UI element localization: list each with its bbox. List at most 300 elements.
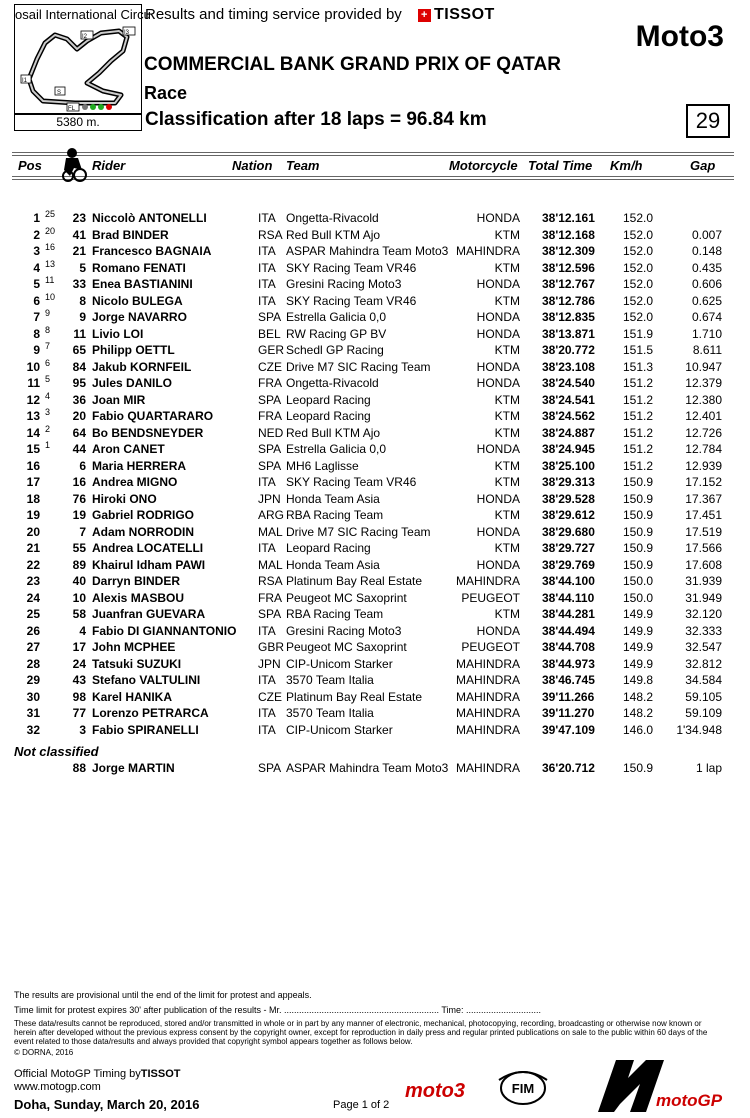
rider-name: Juanfran GUEVARA [92, 607, 206, 621]
nation: CZE [258, 689, 282, 704]
col-rider: Rider [92, 158, 126, 173]
total-time: 38'46.745 [542, 673, 595, 687]
grid-position: 6 [45, 357, 51, 368]
gap: 12.784 [685, 442, 722, 456]
team: MH6 Laglisse [286, 458, 359, 473]
nation: JPN [258, 491, 281, 506]
team: Leopard Racing [286, 392, 371, 407]
nation: JPN [258, 656, 281, 671]
nation: ITA [258, 673, 276, 687]
nation: SPA [258, 310, 282, 324]
table-row [0, 390, 750, 409]
total-time: 38'24.541 [542, 392, 595, 407]
nation: SPA [258, 607, 282, 621]
motorcycle: PEUGEOT [461, 640, 520, 654]
position: 2 [33, 227, 40, 242]
speed: 150.9 [623, 475, 654, 489]
gap: 1'34.948 [676, 722, 722, 737]
nation: ITA [258, 260, 276, 275]
gap: 17.608 [685, 557, 722, 572]
rider-number: 95 [72, 376, 86, 390]
position: 8 [33, 326, 40, 341]
rider-name: Joan MIR [92, 392, 146, 407]
nation: ITA [258, 623, 276, 638]
total-time: 38'44.110 [542, 590, 595, 605]
provided-by-text: Results and timing service provided by [145, 6, 402, 23]
gap: 12.380 [685, 392, 722, 407]
motorcycle: KTM [494, 541, 520, 555]
speed: 152.0 [623, 211, 654, 225]
gap: 12.939 [685, 458, 722, 473]
position: 14 [26, 425, 40, 440]
motorcycle: KTM [494, 458, 520, 473]
rider-number: 21 [72, 244, 86, 258]
nation: MAL [258, 557, 283, 572]
moto3-logo: moto3 [405, 1080, 465, 1102]
speed: 151.3 [623, 359, 654, 374]
tissot-cross-icon: + [418, 9, 431, 22]
speed: 150.9 [623, 508, 654, 522]
rider-number: 55 [72, 541, 86, 555]
session-title: Race [144, 83, 188, 103]
speed: 152.0 [623, 293, 654, 308]
grid-position: 8 [45, 324, 51, 335]
col-pos: Pos [18, 158, 42, 173]
total-time: 38'12.161 [542, 211, 595, 225]
motorcycle: KTM [494, 508, 520, 522]
speed: 150.9 [623, 524, 654, 539]
rider-number: 77 [72, 706, 86, 720]
table-row [0, 442, 750, 458]
gap: 34.584 [685, 673, 722, 687]
fim-logo-text: FIM [511, 1081, 535, 1096]
team: Gresini Racing Moto3 [286, 623, 402, 638]
table-row [0, 244, 750, 260]
team: RBA Racing Team [286, 607, 384, 621]
position: 13 [26, 409, 40, 423]
speed: 151.2 [623, 376, 654, 390]
gap: 0.148 [691, 244, 722, 258]
rider-icon [60, 146, 90, 182]
motogp-logo [590, 1054, 723, 1114]
table-row [0, 291, 750, 310]
position: 21 [26, 541, 40, 555]
position: 6 [33, 293, 40, 308]
total-time: 38'24.562 [542, 409, 595, 423]
total-time: 38'29.769 [542, 557, 595, 572]
website: www.motogp.com [14, 1081, 101, 1093]
grid-position: 11 [45, 275, 55, 285]
speed: 151.9 [623, 326, 654, 341]
position: 7 [33, 310, 40, 324]
total-time: 39'47.109 [542, 722, 595, 737]
svg-text:I3: I3 [124, 30, 130, 36]
position: 23 [26, 574, 40, 588]
rider-name: Fabio QUARTARARO [92, 409, 214, 423]
col-nation: Nation [232, 158, 273, 173]
rider-number: 11 [73, 326, 86, 341]
header-rule-top [12, 152, 734, 153]
rider-name: Gabriel RODRIGO [92, 508, 195, 522]
grid-position: 9 [45, 308, 51, 318]
total-time: 38'13.871 [542, 326, 595, 341]
total-time: 38'23.108 [542, 359, 595, 374]
position: 19 [26, 508, 40, 522]
rider-name: Khairul Idham PAWI [92, 557, 206, 572]
nation: MAL [258, 524, 283, 539]
team: Honda Team Asia [286, 557, 380, 572]
rider-number: 36 [72, 392, 86, 407]
rider-name: Andrea LOCATELLI [92, 541, 204, 555]
rider-number: 84 [72, 359, 86, 374]
total-time: 38'44.973 [542, 656, 595, 671]
gap: 12.379 [685, 376, 722, 390]
nation: GBR [258, 640, 285, 654]
speed: 152.0 [623, 310, 654, 324]
nation: NED [258, 425, 284, 440]
rider-number: 7 [79, 524, 86, 539]
nation: SPA [258, 761, 282, 775]
position: 5 [33, 277, 40, 291]
rider-number: 41 [72, 227, 86, 242]
table-row [0, 211, 750, 227]
rider-number: 43 [72, 673, 86, 687]
total-time: 38'12.835 [542, 310, 595, 324]
table-row [0, 525, 750, 541]
speed: 150.9 [623, 761, 654, 775]
rider-name: Andrea MIGNO [92, 475, 178, 489]
table-row [0, 343, 750, 359]
nation: SPA [258, 458, 282, 473]
speed: 151.2 [623, 442, 654, 456]
gap: 0.007 [691, 227, 722, 242]
gap: 59.109 [685, 706, 722, 720]
gap: 17.566 [685, 541, 722, 555]
gap: 0.625 [691, 293, 722, 308]
team: Platinum Bay Real Estate [286, 574, 423, 588]
total-time: 38'44.281 [542, 607, 595, 621]
table-row [0, 624, 750, 640]
position: 32 [26, 722, 40, 737]
position: 18 [26, 491, 40, 506]
nation: GER [258, 343, 285, 357]
team: Red Bull KTM Ajo [286, 425, 381, 440]
rider-name: Romano FENATI [92, 260, 186, 275]
rider-name: Philipp OETTL [92, 343, 175, 357]
speed: 151.2 [623, 392, 654, 407]
grid-position: 20 [45, 225, 56, 236]
table-row [0, 310, 750, 326]
gap: 17.519 [685, 524, 722, 539]
table-row [0, 258, 750, 277]
grid-position: 13 [45, 258, 56, 269]
total-time: 38'24.540 [542, 376, 595, 390]
rider-number: 5 [79, 260, 86, 275]
table-row [0, 277, 750, 293]
rider-name: Livio LOI [92, 326, 144, 341]
table-row [0, 723, 750, 739]
nation: ITA [258, 244, 276, 258]
table-row [0, 761, 750, 777]
total-time: 38'44.708 [542, 640, 595, 654]
rider-number: 6 [79, 458, 86, 473]
event-date: Doha, Sunday, March 20, 2016 [14, 1097, 200, 1112]
motorcycle: HONDA [476, 376, 520, 390]
total-time: 39'11.266 [542, 689, 595, 704]
team: Ongetta-Rivacold [286, 211, 379, 225]
nation: ITA [258, 475, 276, 489]
rider-number: 17 [72, 640, 86, 654]
team: SKY Racing Team VR46 [286, 260, 417, 275]
total-time: 38'44.494 [542, 623, 595, 638]
speed: 148.2 [623, 706, 654, 720]
total-time: 38'12.786 [542, 293, 595, 308]
tissot-logo [418, 6, 495, 24]
legal-note: These data/results cannot be reproduced, stored and/or transmitted in whole or in part by any manner of electronic, mechanical, photocopying, recording, broadcasting or otherwise now known or herein after developed without the previous express consent by the copyright owner, except for reproduction in daily press and regular printed publications on sale to the public within 60 days of the event related to those data/results and always provided that copyright symbol appears together as follows below. [14, 1019, 708, 1046]
nation: FRA [258, 376, 282, 390]
gap: 17.367 [685, 491, 722, 506]
not-classified-label: Not classified [14, 744, 99, 759]
grid-position: 2 [45, 423, 51, 434]
tissot-logo-text: TISSOT [434, 6, 495, 23]
speed: 150.9 [623, 491, 654, 506]
gap: 17.152 [685, 475, 722, 489]
nation: ARG [258, 508, 285, 522]
nation: RSA [258, 574, 283, 588]
rider-name: Brad BINDER [92, 227, 169, 242]
header-rule-bottom-2 [12, 179, 734, 180]
team: Leopard Racing [286, 541, 371, 555]
team: 3570 Team Italia [286, 673, 374, 687]
motorcycle: HONDA [476, 557, 520, 572]
speed: 149.9 [623, 640, 654, 654]
track-name: osail International Circu [15, 7, 151, 22]
position: 1 [33, 211, 40, 225]
team: RBA Racing Team [286, 508, 384, 522]
speed: 150.9 [623, 557, 654, 572]
table-row [0, 673, 750, 689]
position: 12 [26, 392, 40, 407]
team: Ongetta-Rivacold [286, 376, 379, 390]
rider-name: Stefano VALTULINI [92, 673, 201, 687]
col-total-time: Total Time [528, 158, 593, 173]
motorcycle: KTM [494, 392, 520, 407]
motorcycle: MAHINDRA [455, 244, 520, 258]
rider-number: 19 [72, 508, 86, 522]
col-motorcycle: Motorcycle [449, 158, 518, 173]
nation: ITA [258, 211, 276, 225]
gap: 17.451 [685, 508, 722, 522]
speed: 149.9 [623, 656, 654, 671]
nation: FRA [258, 590, 282, 605]
page-number: Page 1 of 2 [333, 1099, 390, 1111]
table-row [0, 558, 750, 574]
table-row [0, 376, 750, 392]
position: 25 [26, 607, 40, 621]
position: 3 [33, 244, 40, 258]
laps-count-box: 29 [686, 104, 730, 138]
table-row [0, 574, 750, 590]
official-timing-text: Official MotoGP Timing by [14, 1068, 141, 1080]
official-timing-sponsor: TISSOT [140, 1068, 181, 1080]
nation: ITA [258, 277, 276, 291]
motorcycle: HONDA [476, 326, 520, 341]
table-row [0, 409, 750, 425]
motorcycle: HONDA [476, 623, 520, 638]
motorcycle: HONDA [476, 359, 520, 374]
total-time: 38'12.168 [542, 227, 595, 242]
motorcycle: MAHINDRA [455, 689, 520, 704]
gap: 32.812 [685, 656, 722, 671]
svg-text:FL: FL [68, 106, 76, 112]
rider-name: Jules DANILO [92, 376, 173, 390]
total-time: 38'12.767 [542, 277, 595, 291]
gap: 0.606 [691, 277, 722, 291]
rider-number: 4 [79, 623, 86, 638]
team: Peugeot MC Saxoprint [286, 590, 407, 605]
motorcycle: MAHINDRA [455, 722, 520, 737]
gap: 12.401 [685, 409, 722, 423]
nation: BEL [258, 326, 281, 341]
grid-position: 7 [45, 341, 51, 351]
rider-name: Fabio DI GIANNANTONIO [92, 623, 237, 638]
speed: 152.0 [623, 227, 654, 242]
rider-number: 40 [72, 574, 86, 588]
team: SKY Racing Team VR46 [286, 293, 417, 308]
motorcycle: HONDA [476, 277, 520, 291]
grid-position: 3 [45, 407, 51, 417]
nation: RSA [258, 227, 283, 242]
total-time: 38'29.727 [542, 541, 595, 555]
rider-name: Enea BASTIANINI [92, 277, 193, 291]
rider-name: Maria HERRERA [92, 458, 187, 473]
total-time: 38'12.309 [542, 244, 595, 258]
gap: 1 lap [695, 761, 722, 775]
rider-number: 20 [72, 409, 86, 423]
position: 29 [26, 673, 40, 687]
rider-name: Lorenzo PETRARCA [92, 706, 209, 720]
grid-position: 4 [45, 390, 51, 401]
motogp-logo-text: motoGP [656, 1091, 723, 1110]
table-row [0, 591, 750, 607]
team: Peugeot MC Saxoprint [286, 640, 407, 654]
team: SKY Racing Team VR46 [286, 475, 417, 489]
event-title: COMMERCIAL BANK GRAND PRIX OF QATAR [144, 54, 561, 75]
speed: 151.2 [623, 425, 654, 440]
position: 9 [33, 343, 40, 357]
nation: ITA [258, 722, 276, 737]
motorcycle: PEUGEOT [461, 590, 520, 605]
position: 31 [26, 706, 40, 720]
gap: 12.726 [685, 425, 722, 440]
team: Red Bull KTM Ajo [286, 227, 381, 242]
svg-text:I1: I1 [22, 78, 28, 84]
grid-position: 1 [45, 440, 51, 450]
rider-number: 23 [72, 211, 86, 225]
motorcycle: KTM [494, 409, 520, 423]
gap: 0.674 [691, 310, 722, 324]
nation: SPA [258, 392, 282, 407]
table-row [0, 640, 750, 656]
speed: 149.9 [623, 623, 654, 638]
team: RW Racing GP BV [286, 326, 387, 341]
speed: 150.0 [623, 590, 654, 605]
rider-name: Darryn BINDER [92, 574, 181, 588]
official-timing [14, 1068, 181, 1080]
total-time: 38'29.680 [542, 524, 595, 539]
gap: 32.547 [685, 640, 722, 654]
position: 16 [26, 458, 40, 473]
position: 30 [26, 689, 40, 704]
total-time: 38'25.100 [542, 458, 595, 473]
speed: 149.9 [623, 607, 654, 621]
motorcycle: HONDA [476, 524, 520, 539]
motorcycle: MAHINDRA [455, 656, 520, 671]
team: Estrella Galicia 0,0 [286, 310, 387, 324]
table-row [0, 225, 750, 244]
nation: ITA [258, 293, 276, 308]
table-row [0, 657, 750, 673]
rider-number: 9 [79, 310, 86, 324]
nation: ITA [258, 541, 276, 555]
motorcycle: MAHINDRA [455, 673, 520, 687]
rider-name: Karel HANIKA [92, 689, 173, 704]
provisional-note: The results are provisional until the end of the limit for protest and appeals. [14, 990, 312, 1000]
position: 28 [26, 656, 40, 671]
rider-number: 64 [72, 425, 86, 440]
rider-name: Nicolo BULEGA [92, 293, 183, 308]
col-kmh: Km/h [610, 158, 643, 173]
table-row [0, 607, 750, 623]
rider-number: 33 [72, 277, 86, 291]
rider-name: Jorge NAVARRO [92, 310, 187, 324]
motorcycle: HONDA [476, 491, 520, 506]
position: 15 [26, 442, 40, 456]
table-row [0, 459, 750, 475]
total-time: 38'44.100 [542, 574, 595, 588]
total-time: 38'20.772 [542, 343, 595, 357]
grid-position: 10 [45, 291, 56, 302]
protest-note: Time limit for protest expires 30' after publication of the results - Mr. .............................................................. Time: .............................. [14, 1005, 542, 1015]
grid-position: 25 [45, 209, 56, 219]
class-title: Moto3 [635, 20, 724, 53]
rider-name: Tatsuki SUZUKI [92, 656, 182, 671]
total-time: 38'29.313 [542, 475, 595, 489]
team: Drive M7 SIC Racing Team [286, 359, 431, 374]
speed: 150.0 [623, 574, 654, 588]
rider-number: 89 [72, 557, 86, 572]
rider-name: John MCPHEE [92, 640, 176, 654]
team: Schedl GP Racing [286, 343, 384, 357]
team: CIP-Unicom Starker [286, 656, 393, 671]
gap: 31.949 [685, 590, 722, 605]
table-row [0, 357, 750, 376]
motorcycle: KTM [494, 343, 520, 357]
gap: 59.105 [685, 689, 722, 704]
total-time: 38'24.945 [542, 442, 595, 456]
rider-number: 8 [79, 293, 86, 308]
col-gap: Gap [690, 158, 716, 173]
col-team: Team [286, 158, 320, 173]
nation: ITA [258, 706, 276, 720]
rider-name: Alexis MASBOU [92, 590, 185, 605]
position: 26 [26, 623, 40, 638]
gap: 1.710 [691, 326, 722, 341]
motorcycle: HONDA [476, 442, 520, 456]
speed: 152.0 [623, 260, 654, 275]
speed: 152.0 [623, 244, 654, 258]
table-row [0, 508, 750, 524]
